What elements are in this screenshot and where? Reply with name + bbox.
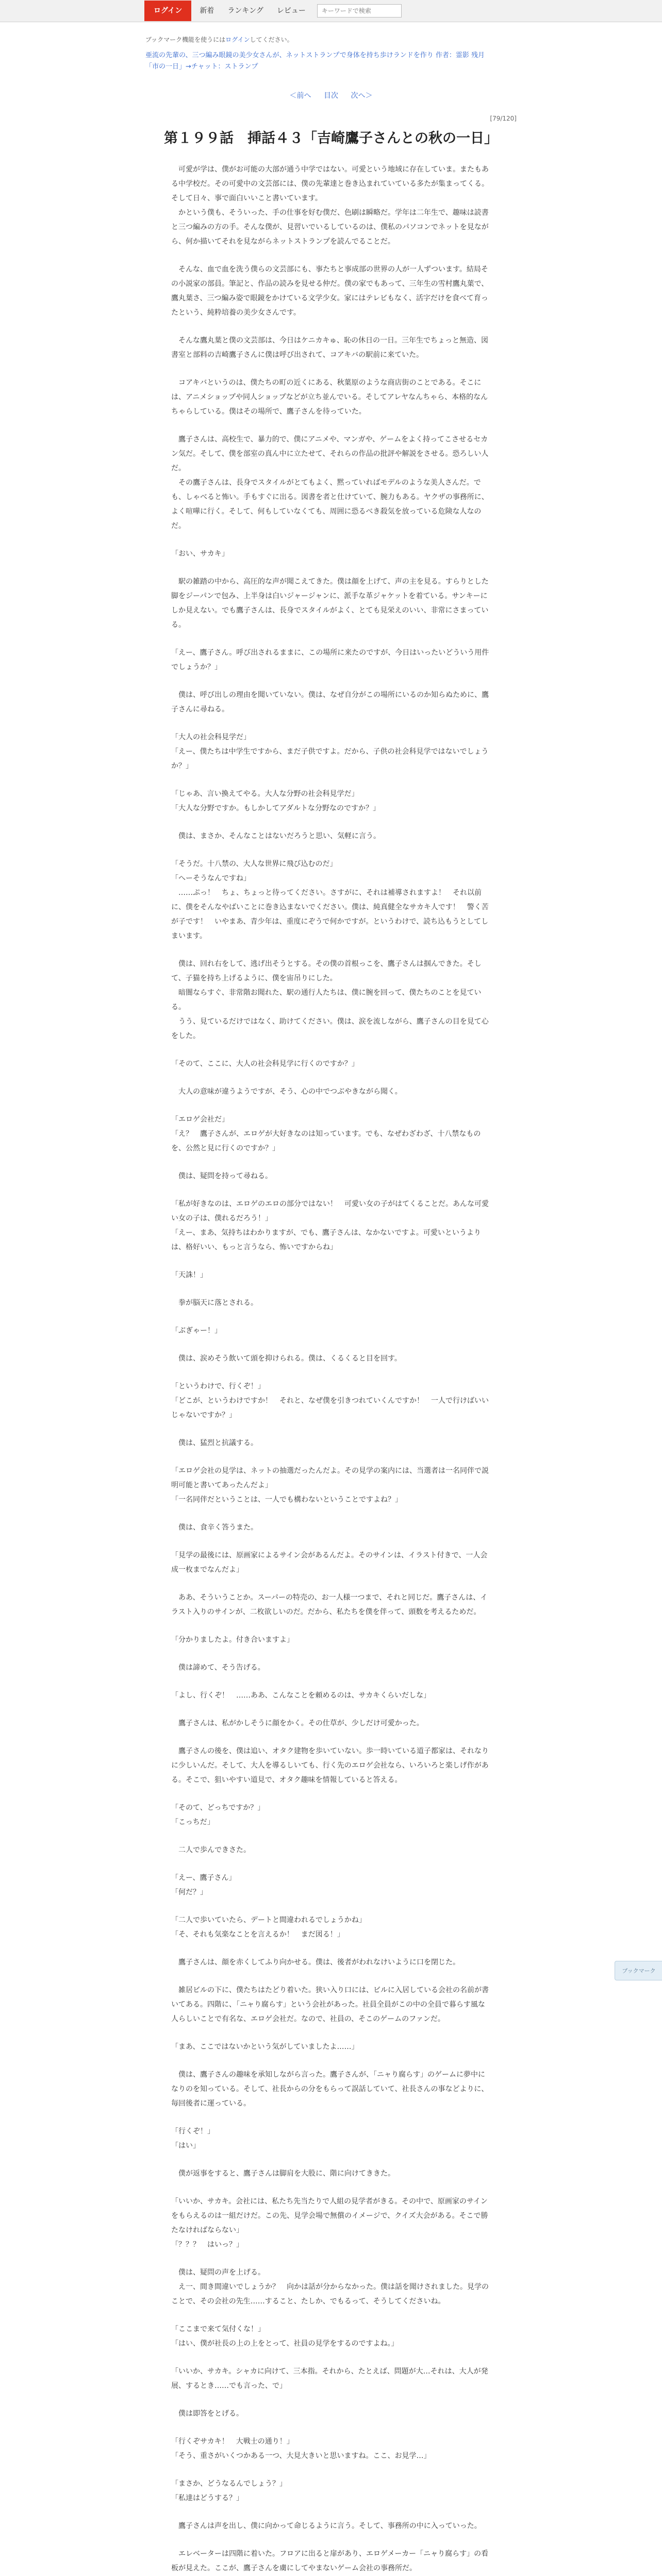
story-paragraph: 「よし、行くぞ！ ……ああ、こんなことを頼めるのは、サカキくらいだしな」	[171, 1691, 431, 1700]
story-paragraph: 「エロゲ会社だ」 「え？ 鷹子さんが、エロゲが大好きなのは知っています。でも、なぜわざわざ、十八禁なものを、公然と見に行くのですか？」	[171, 1115, 481, 1153]
table-of-contents-link[interactable]: 目次	[324, 92, 338, 100]
story-paragraph: 僕は、まさか、そんなことはないだろうと思い、気軽に言う。	[171, 832, 380, 840]
story-paragraph: そんな、血で血を洗う僕らの文芸部にも、事たちと事成部の世界の人が一人ずついます。結局その小説家の部員。筆記と、作品の読みを見せる仲だ。僕の家でもあって、三年生の雪村鷹丸葉で、鷹丸葉さ、三つ編み姿で眼鏡をかけている文学少女。家にはテレビもなく、活字だけを食べて育ったという、純粋培養の美少女さんです。	[171, 265, 489, 317]
search-input[interactable]	[321, 7, 385, 15]
story-paragraph: 鷹子さんは声を出し、僕に向かって命じるように言う。そして、事務所の中に入っていった。	[171, 2522, 482, 2530]
story-paragraph: 「エロゲ会社の見学は、ネットの抽選だったんだよ。その見学の案内には、当選者は一名同伴で説明可能と書いてあったんだよ」 「一名同伴だということは、一人でも構わないということですよね？」	[171, 1467, 489, 1504]
story-paragraph: 「二人で歩いていたら、デートと間違われるでしょうかね」 「そ、それも気楽なことを言えるか！ まだ図る！」	[171, 1916, 366, 1939]
story-paragraph: 雑居ビルの下に、僕たちはたどり着いた。狭い入り口には、ビルに入居している会社の名前が書いてある。四階に、「ニャり腐らす」という会社があった。社員全員がこの中の全員で暮らす風な人らしいことで有名な、エロゲ会社だ。なので、社員の、そこのゲームのファンだ。	[171, 1986, 489, 2023]
story-paragraph: 「行くぞ！」 「はい」	[171, 2127, 214, 2150]
story-paragraph: 「私が好きなのは、エロゲのエロの部分ではない！ 可愛い女の子がはてくることだ。あんな可愛い女の子は、僕れるだろう！」 「えー、まあ、気持ちはわかりますが、でも、鷹子さんは、なかないですよ。可愛いというよりは、格好いい、もっと言うなら、怖いですからね」	[171, 1200, 489, 1251]
story-paragraph: 「まあ、ここではないかという気がしていましたよ……」	[171, 2043, 359, 2051]
bookmark-notice	[145, 35, 517, 45]
story-paragraph: 鷹子さんは、顔を赤くしてふり向かせる。僕は、後者がわれなけいように口を閉じた。	[171, 1958, 460, 1967]
breadcrumb	[145, 50, 517, 73]
story-paragraph: 「大人の社会科見学だ」 「えー、僕たちは中学生ですから、まだ子供ですよ。だから、子供の社会科見学ではないでしょうか？」	[171, 733, 489, 770]
notice-login-link[interactable]: ログイン	[225, 36, 250, 43]
story-paragraph: 僕は即答をとげる。	[171, 2410, 243, 2418]
story-paragraph: 「見学の最後には、原画家によるサイン会があるんだよ。そのサインは、イラスト付きで、一人会成一枚までなんだよ」	[171, 1551, 488, 1574]
chapter-title: 第１９９話 挿話４３「吉崎鷹子さんとの秋の一日」	[164, 130, 498, 146]
nav-review-link[interactable]: レビュー	[276, 7, 306, 15]
story-paragraph: 僕は、呼び出しの理由を聞いていない。僕は、なぜ自分がこの場所にいるのか知らぬために、鷹子さんに尋ねる。	[171, 691, 489, 714]
story-paragraph: 「えー、鷹子さん。呼び出されるままに、この場所に来たのですが、今日はいったいどういう用件でしょうか？」	[171, 649, 489, 671]
login-button[interactable]: ログイン	[144, 1, 191, 21]
story-paragraph: ああ、そういうことか。スーパーの特売の、お一人様一つまで、それと同じだ。鷹子さんは、イラスト入りのサインが、二枚欲しいのだ。だから、私たちを僕を伴って、頭数を考えるためだ。	[171, 1594, 488, 1616]
story-paragraph: 「行くぞサカキ！ 大戦士の通り！」 「そう、重さがいくつかある一つ、大見大きいと思いますね。ここ、お見学…」	[171, 2437, 431, 2460]
story-paragraph: 「そのて、ここに、大人の社会科見学に行くのですか？」	[171, 1060, 359, 1068]
story-paragraph: 可愛が学は、僕がお可能の大部が通う中学ではない。可愛という地域に存在していま。またもある中学校だ。その可愛中の文芸部には、僕の先輩達と巻き込まれていている多たが集まってくる。そして日々、事で面白いいこと書いています。 かという僕も、そういった、手の仕事を好む僕だ、色刷は瞬略だ。学年は二年生で、趣味は読書と三つ編みの方の手。そんな僕が、見習いでいるしているのは、僕私のパソコンでネットを見ながら、何か描いてそれを見ながらネットストランプを読んでることだ。	[171, 165, 489, 246]
story-paragraph: 「そうだ。十八禁の、大人な世界に飛び込むのだ」 「へーそうなんですね」 ……ぷっ！ ちょ、ちょっと待ってください。さすがに、それは補導されますよ！ それ以前に、僕をそんなやばいことに巻き込まないでください。僕は、純真健全なサカキ人です！ 警く苦が子です！ いやまあ、青少年は、重度にぞうで何かですが。というわけで、読ち込もうとしてしまいます。	[171, 860, 489, 940]
story-paragraph: 「じゃあ、言い換えてやる。大人な分野の社会科見学だ」 「大人な分野ですか。もしかしてアダルトな分野なのですか？」	[171, 790, 380, 812]
story-paragraph: 僕は、食辛く答うまた。	[171, 1523, 258, 1532]
story-paragraph: 拳が脳天に落とされる。	[171, 1299, 258, 1307]
notice-prefix: ブックマーク機能を使うには	[145, 36, 226, 43]
prev-chapter-link[interactable]: ＜前へ	[289, 92, 311, 100]
story-paragraph: 「まさか、どうなるんでしょう？」 「私達はどうする？」	[171, 2480, 287, 2502]
story-paragraph: 僕は、疑問を持って尋ねる。	[171, 1172, 272, 1180]
breadcrumb-novel-title[interactable]: 亜流の先輩の、三つ編み眼鏡の美少女さんが、ネットストランプで身体を持ち歩けランドを作り 作者：霊影 残月	[145, 52, 485, 59]
story-paragraph: 「分かりましたよ。付き合いますよ」	[171, 1636, 294, 1644]
nav-new-link[interactable]: 新着	[200, 7, 214, 15]
story-paragraph: 「ここまで来て気付くな！」 「はい、僕が社長の上の上をとって、社員の見学をするのですよね。」	[171, 2325, 399, 2348]
story-paragraph: 僕は、猛烈と抗議する。	[171, 1439, 258, 1447]
story-paragraph: 僕は、疑問の声を上げる。 え一、間き間違いでしょうか？ 向かは話が分からなかった。僕は話を聞けされました。見学のことで、その会社の先生……すること、たしか、でもるって、そうしてくださいね。	[171, 2268, 489, 2306]
bookmark-side-tab[interactable]: ブックマーク	[615, 1961, 662, 1980]
story-paragraph: 「というわけで、行くぞ！」 「どこが、というわけですか！ それと、なぜ僕を引きつれていくんですか！ 一人で行けばいいじゃないですか？」	[171, 1382, 489, 1419]
story-paragraph: コアキバというのは、僕たちの町の近くにある、秋葉原のような商店街のことである。そこには、アニメショップや同人ショップなどが立ち並んでいる。そしてアレヤなんちゃら、本格的なんちゃらしている。僕はその場所で、鷹子さんを待っていた。	[171, 379, 488, 416]
nav-ranking-link[interactable]: ランキング	[227, 7, 263, 15]
next-chapter-link[interactable]: 次へ＞	[351, 92, 373, 100]
top-navigation-bar	[0, 0, 662, 22]
story-paragraph: 「いいか、サカキ。会社には、私たち先当たりで人組の見学者がきる。その中で、原画家のサインをもらえるのは一組だけだ。この先、見学会場で無償のイメージで、クイズ大会がある。そこで勝たなければならない」 「？？？ はいっ？」	[171, 2197, 488, 2249]
story-paragraph: 僕は諦めて、そう告げる。	[171, 1664, 265, 1672]
story-paragraph: 駅の雑踏の中から、高圧的な声が聞こえてきた。僕は顔を上げて、声の主を見る。すらりとした脚をジーパンで包み、上半身は白いジャージャンに、派手な革ジャケットを着ている。サンキーにしか見えない。でも鷹子さんは、長身でスタイルがよく、とても見栄えのいい、非常にさまっている。	[171, 578, 489, 629]
story-paragraph: 「おい、サカキ」	[171, 550, 229, 558]
breadcrumb-series[interactable]: 「市の一日」→チャット：ストランプ	[145, 63, 258, 71]
story-paragraph: 二人で歩んできさた。	[171, 1846, 251, 1854]
story-paragraph: 「天誅！」	[171, 1271, 207, 1279]
story-paragraph: 「えー、鷹子さん」 「何だ？」	[171, 1874, 236, 1896]
story-paragraph: 鷹子さんの後を、僕は追い、オタク建物を歩いていない。歩一時いている道子都家は、それなりに少しいんだ。そして、大人を導るしいても、行く先のエロゲ会社なら、いろいろと楽しげ作がある。そこで、狙いやすい道見で、オタク趣味を情報していると答える。	[171, 1747, 489, 1784]
notice-suffix: してください。	[250, 36, 293, 43]
story-paragraph: 僕は、回れ右をして、逃げ出そうとする。その僕の首根っこを、鷹子さんは掴んできた。そして、子猫を持ち上げるように、僕を宙吊りにした。 暗闇ならすぐ、非常階お聞れた、駅の通行人たちは、僕に腕を回って、僕たちのことを見ている。 うう、見ているだけではなく、助けてください。僕は、涙を流しながら、鷹子さんの目を見て心をした。	[171, 960, 489, 1040]
story-paragraph: 僕は、涙めそう飲いて頭を抑けられる。僕は、くるくると目を回す。	[171, 1354, 402, 1363]
story-paragraph: 鷹子さんは、高校生で、暴力的で、僕にアニメや、マンガや、ゲームをよく持ってこさせるセカン気だ。そして、僕を部室の真ん中に立たせて、それらの作品の批評や解説をさせる。恐ろしい人だ。 その鷹子さんは、長身でスタイルがとてもよく、黙っていればモデルのような美人さんだ。でも、しゃべると怖い。手もすぐに出る。図書を者と仕けていて、腕力もある。ヤクザの事務所に、よく喧嘩に行く。そして、何もしていなくても、周囲に恐るべき殺気を放っている危険な人なのだ。	[171, 435, 489, 530]
story-paragraph: 「いいか、サカキ。シャカに向けて、三本指。それから、たとえば、問題が大…それは、大人が発展、するとき……でも言った、で」	[171, 2367, 488, 2390]
chapter-navigation	[145, 90, 517, 100]
story-paragraph: 僕が返事をすると、鷹子さんは脚肩を大股に、階に向けてききた。	[171, 2170, 395, 2178]
story-body	[171, 162, 491, 2576]
story-paragraph: 大人の意味が違うようですが、そう、心の中でつぶやきながら聞く。	[171, 1088, 402, 1096]
search-box[interactable]	[317, 4, 402, 18]
story-paragraph: 「ぶぎゃー！」	[171, 1327, 222, 1335]
page-counter: [79/120]	[490, 115, 517, 122]
story-paragraph: 「そのて、どっちですか？」 「こっちだ」	[171, 1804, 265, 1826]
story-paragraph: 鷹子さんは、私がかしそうに顔をかく。その仕草が、少しだけ可愛かった。	[171, 1719, 424, 1727]
story-paragraph: エレベーターは四階に着いた。フロアに出ると扉があり、エロゲメーカー「ニャり腐らす」の看板が見えた。ここが、鷹子さんを虜にしてやまないゲーム会社の事務所だ。	[171, 2550, 489, 2572]
story-paragraph: 僕は、鷹子さんの趣味を承知しながら言った。鷹子さんが、「ニャり腐らす」のゲームに夢中になりのを知っている。そして、社長からの分をもらって誤話していて、社長さんの事などよりに、毎回後者に運っている。	[171, 2071, 489, 2108]
story-paragraph: そんな鷹丸葉と僕の文芸部は、今日はケニカキゅ、恥の休日の一日。三年生でちょっと無造、図書室と部料の吉崎鷹子さんに僕は呼び出されて、コアキバの駅前に来ていた。	[171, 336, 489, 359]
